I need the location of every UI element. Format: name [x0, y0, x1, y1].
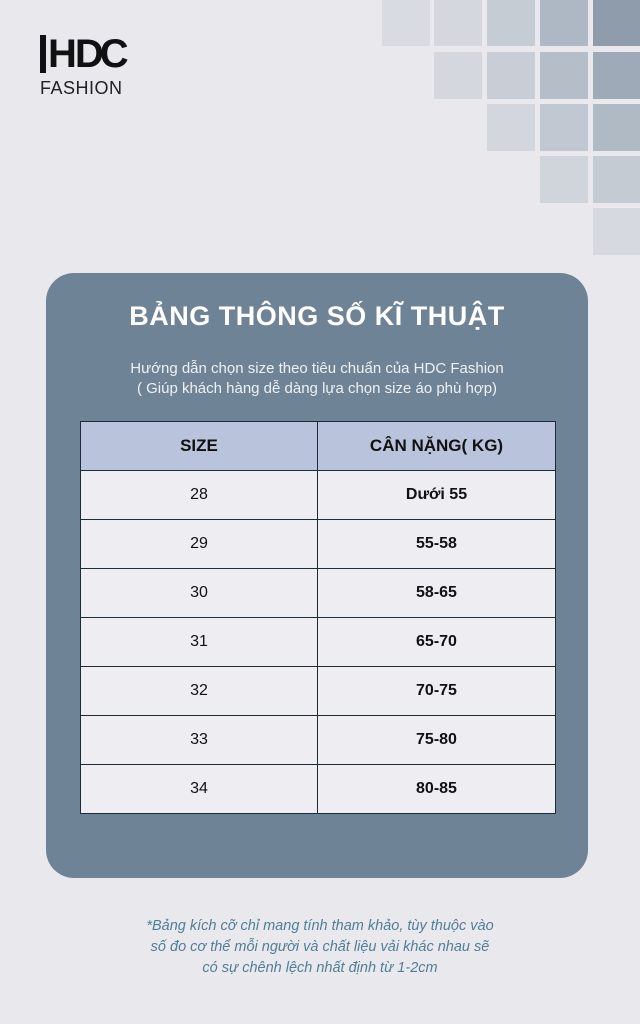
table-row [81, 716, 556, 765]
brand-mark: H DC [40, 32, 140, 76]
footnote-line: *Bảng kích cỡ chỉ mang tính tham khảo, tùy thuộc vào [146, 918, 494, 934]
spec-card [46, 273, 588, 878]
tile [593, 52, 640, 99]
weight-cell: 80-85 [318, 765, 556, 814]
table-row [81, 618, 556, 667]
weight-cell: 70-75 [318, 667, 556, 716]
column-header-size: SIZE [81, 422, 318, 471]
tile [593, 156, 640, 203]
tile [540, 156, 588, 203]
table-row [81, 569, 556, 618]
page-title: BẢNG THÔNG SỐ KĨ THUẬT [129, 301, 505, 331]
size-cell: 32 [81, 667, 318, 716]
tile [487, 104, 535, 151]
table-row [81, 471, 556, 520]
subtitle-line: Hướng dẫn chọn size theo tiêu chuẩn của HDC Fashion [130, 360, 504, 377]
disclaimer-note [0, 916, 640, 979]
tile [593, 208, 640, 255]
table-row [81, 765, 556, 814]
tile [540, 0, 588, 46]
brand-name: FASHION [40, 78, 123, 98]
tile [593, 104, 640, 151]
column-header-weight: CÂN NẶNG( KG) [318, 422, 556, 471]
size-cell: 33 [81, 716, 318, 765]
tile [540, 52, 588, 99]
tile [487, 0, 535, 46]
tile [593, 0, 640, 46]
weight-cell: Dưới 55 [318, 471, 556, 520]
weight-cell: 55-58 [318, 520, 556, 569]
tile [434, 0, 482, 46]
footnote-line: số đo cơ thể mỗi người và chất liệu vải khác nhau sẽ [150, 939, 490, 955]
size-table [80, 421, 556, 814]
size-cell: 28 [81, 471, 318, 520]
size-cell: 29 [81, 520, 318, 569]
subtitle-line: ( Giúp khách hàng dễ dàng lựa chọn size áo phù hợp) [136, 380, 498, 397]
tile [540, 104, 588, 151]
brand-logo [40, 32, 140, 99]
table-row [81, 520, 556, 569]
tile [382, 0, 430, 46]
tile [434, 52, 482, 99]
tile [487, 52, 535, 99]
size-cell: 31 [81, 618, 318, 667]
weight-cell: 58-65 [318, 569, 556, 618]
table-row [81, 667, 556, 716]
weight-cell: 65-70 [318, 618, 556, 667]
weight-cell: 75-80 [318, 716, 556, 765]
table-header-row [81, 422, 556, 471]
subtitle [46, 359, 588, 399]
footnote-line: có sự chênh lệch nhất định từ 1-2cm [202, 960, 438, 976]
size-cell: 34 [81, 765, 318, 814]
size-cell: 30 [81, 569, 318, 618]
